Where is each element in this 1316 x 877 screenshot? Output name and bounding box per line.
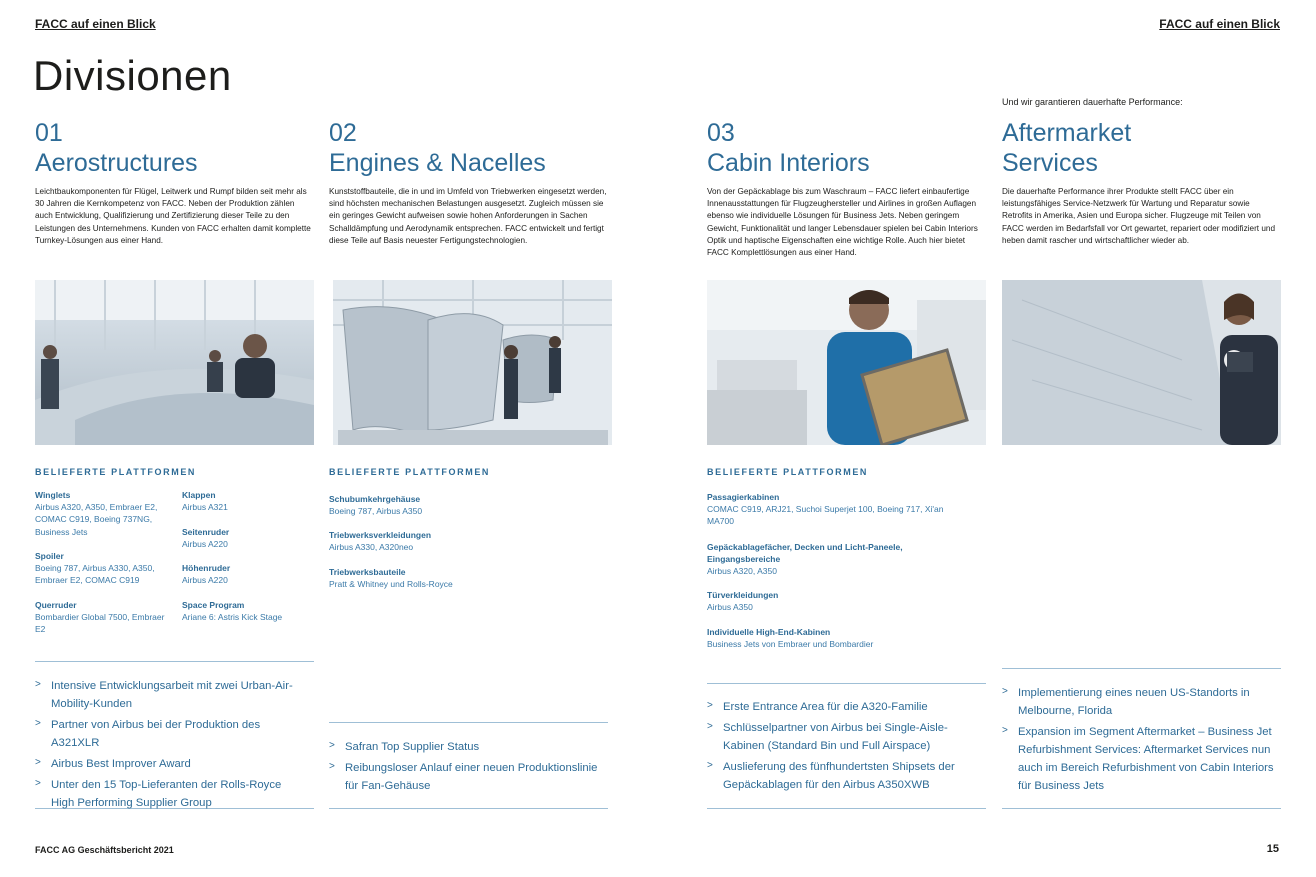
division-title-line2: Services (1002, 149, 1098, 177)
highlights-list (329, 738, 608, 798)
platform-entry (35, 599, 175, 636)
platform-name: Höhenruder (182, 563, 231, 573)
cabin-interiors-photo (707, 280, 986, 445)
aerostructures-photo (35, 280, 314, 445)
platform-value: Bombardier Global 7500, Embraer E2 (35, 612, 165, 635)
platform-entry (707, 541, 947, 578)
platform-entry (182, 562, 314, 586)
divider (329, 808, 608, 809)
platform-value: Airbus A320, A350 (707, 566, 777, 577)
highlight-item: > Schlüsselpartner von Airbus bei Single-Aisle-Kabinen (Standard Bin und Full Airspace) (707, 719, 986, 755)
divider (707, 683, 986, 684)
highlights-list (35, 677, 305, 815)
highlight-item: > Implementierung eines neuen US-Standorts in Melbourne, Florida (1002, 684, 1281, 720)
highlight-item: > Unter den 15 Top-Lieferanten der Rolls-Royce High Performing Supplier Group (35, 776, 305, 812)
division-description: Leichtbaukomponenten für Flügel, Leitwerk und Rumpf bilden seit mehr als 30 Jahren die Kernkompetenz von FACC. Neben der Produktion zählen auch Entwicklung, Qualifizierung und Zertifizierung dieser Teile zu den Leistungen des Unternehmens. Kunden von FACC erhalten damit komplette Turnkey-Lösungen aus einer Hand. (35, 187, 311, 245)
platform-value: Airbus A350 (707, 602, 753, 613)
division-description: Kunststoffbauteile, die in und im Umfeld von Triebwerken eingesetzt werden, sind höchsten mechanischen Belastungen ausgesetzt. Zugleich müssen sie ein geringes Gewicht aufweisen sowie hohen Anforderungen in Sachen Schalldämpfung und Aerodynamik entsprechen. FACC entwickelt und fertigt diese Teile auf Basis neuester Fertigungstechnologien. (329, 187, 607, 245)
highlight-item: > Reibungsloser Anlauf einer neuen Produktionslinie für Fan-Gehäuse (329, 759, 608, 795)
divider (1002, 808, 1281, 809)
platform-name: Triebwerksbauteile (329, 567, 406, 577)
platform-name: Space Program (182, 600, 245, 610)
highlight-item: > Safran Top Supplier Status (329, 738, 608, 756)
platform-entry (182, 599, 314, 623)
division-cabin-interiors (707, 118, 986, 282)
divider (1002, 668, 1281, 669)
platform-entry (182, 489, 314, 513)
platforms-heading: BELIEFERTE PLATTFORMEN (707, 467, 869, 477)
engines-nacelles-photo (333, 280, 612, 445)
platforms-heading: BELIEFERTE PLATTFORMEN (329, 467, 491, 477)
highlight-item: > Intensive Entwicklungsarbeit mit zwei Urban-Air-Mobility-Kunden (35, 677, 305, 713)
platform-name: Schubumkehrgehäuse (329, 494, 421, 504)
platform-value: Pratt & Whitney und Rolls-Royce (329, 579, 453, 590)
highlights-list (707, 698, 986, 797)
aftermarket-intro: Und wir garantieren dauerhafte Performance: (1002, 97, 1183, 107)
platform-name: Triebwerksverkleidungen (329, 530, 432, 540)
platform-value: Airbus A220 (182, 575, 228, 586)
platform-entry (707, 589, 947, 613)
running-header-left[interactable]: FACC auf einen Blick (35, 17, 156, 31)
divider (707, 808, 986, 809)
division-number: 02 (329, 119, 357, 147)
division-engines-nacelles (329, 118, 608, 282)
division-description: Die dauerhafte Performance ihrer Produkte stellt FACC über ein leistungsfähiges Service-Netzwerk für Wartung und Reparatur sowie Retrofits in Amerika, Asien und Europa sicher. Flugzeuge mit Teilen von FACC werden im Bedarfsfall vor Ort gewartet, repariert oder modifiziert und heben damit rascher und wirtschaftlicher wieder ab. (1002, 187, 1276, 245)
platform-value: COMAC C919, ARJ21, Suchoi Superjet 100, Boeing 717, Xi'an MA700 (707, 504, 944, 527)
platform-entry (35, 489, 175, 538)
platform-name: Gepäckablagefächer, Decken und Licht-Paneele, Eingangsbereiche (707, 542, 903, 565)
highlight-item: > Auslieferung des fünfhundertsten Shipsets der Gepäckablagen für den Airbus A350XWB (707, 758, 986, 794)
platform-name: Querruder (35, 600, 77, 610)
divider (35, 661, 314, 662)
division-aerostructures (35, 118, 314, 282)
platform-name: Winglets (35, 490, 71, 500)
platform-entry (707, 626, 947, 650)
division-number: 01 (35, 119, 63, 147)
footer-text: FACC AG Geschäftsbericht 2021 (35, 845, 174, 855)
platforms-heading: BELIEFERTE PLATTFORMEN (35, 467, 197, 477)
platform-name: Spoiler (35, 551, 64, 561)
platform-value: Airbus A320, A350, Embraer E2, COMAC C919, Boeing 737NG, Business Jets (35, 502, 158, 537)
platform-entry (707, 491, 947, 528)
page-number: 15 (1266, 843, 1279, 855)
platform-name: Türverkleidungen (707, 590, 779, 600)
division-title: Engines & Nacelles (329, 149, 546, 177)
platform-value: Boeing 787, Airbus A330, A350, Embraer E2, COMAC C919 (35, 563, 155, 586)
division-title: Cabin Interiors (707, 149, 870, 177)
aftermarket-services-photo (1002, 280, 1281, 445)
platform-entry (182, 526, 314, 550)
platform-entry (35, 550, 175, 587)
divider (329, 722, 608, 723)
platform-value: Airbus A220 (182, 539, 228, 550)
division-title: Aerostructures (35, 149, 198, 177)
platform-entry (329, 493, 608, 517)
division-title-line1: Aftermarket (1002, 119, 1132, 147)
platform-value: Boeing 787, Airbus A350 (329, 506, 423, 517)
platform-value: Ariane 6: Astris Kick Stage (182, 612, 283, 623)
highlights-list (1002, 684, 1281, 798)
platform-entry (329, 529, 608, 553)
highlight-item: > Expansion im Segment Aftermarket – Business Jet Refurbishment Services: Aftermarket Services nun auch im Bereich Refurbishment von Cabin Interiors für Business Jets (1002, 723, 1281, 795)
platform-entry (329, 566, 608, 590)
platform-name: Klappen (182, 490, 216, 500)
platform-name: Seitenruder (182, 527, 230, 537)
platform-value: Airbus A321 (182, 502, 228, 513)
division-description: Von der Gepäckablage bis zum Waschraum – FACC liefert einbaufertige Innenausstattungen für Flugzeughersteller und Airlines in großen Auflagen ebenso wie individuelle Lösungen für Business Jets. Neben geringem Gewicht, Funktionalität und langer Lebensdauer spielen bei Cabin Interiors Optik und haptische Eigenschaften eine wichtige Rolle. Auch hier bietet FACC Komplettlösungen aus einer Hand. (707, 187, 978, 258)
page-title: Divisionen (33, 52, 232, 99)
platform-value: Airbus A330, A320neo (329, 542, 414, 553)
running-header-right[interactable]: FACC auf einen Blick (1159, 17, 1280, 31)
highlight-item: > Partner von Airbus bei der Produktion des A321XLR (35, 716, 305, 752)
platform-name: Passagierkabinen (707, 492, 780, 502)
platform-value: Business Jets von Embraer und Bombardier (707, 639, 874, 650)
division-aftermarket-services (1002, 118, 1281, 282)
highlight-item: > Airbus Best Improver Award (35, 755, 305, 773)
division-number: 03 (707, 119, 735, 147)
highlight-item: > Erste Entrance Area für die A320-Familie (707, 698, 986, 716)
platform-name: Individuelle High-End-Kabinen (707, 627, 831, 637)
